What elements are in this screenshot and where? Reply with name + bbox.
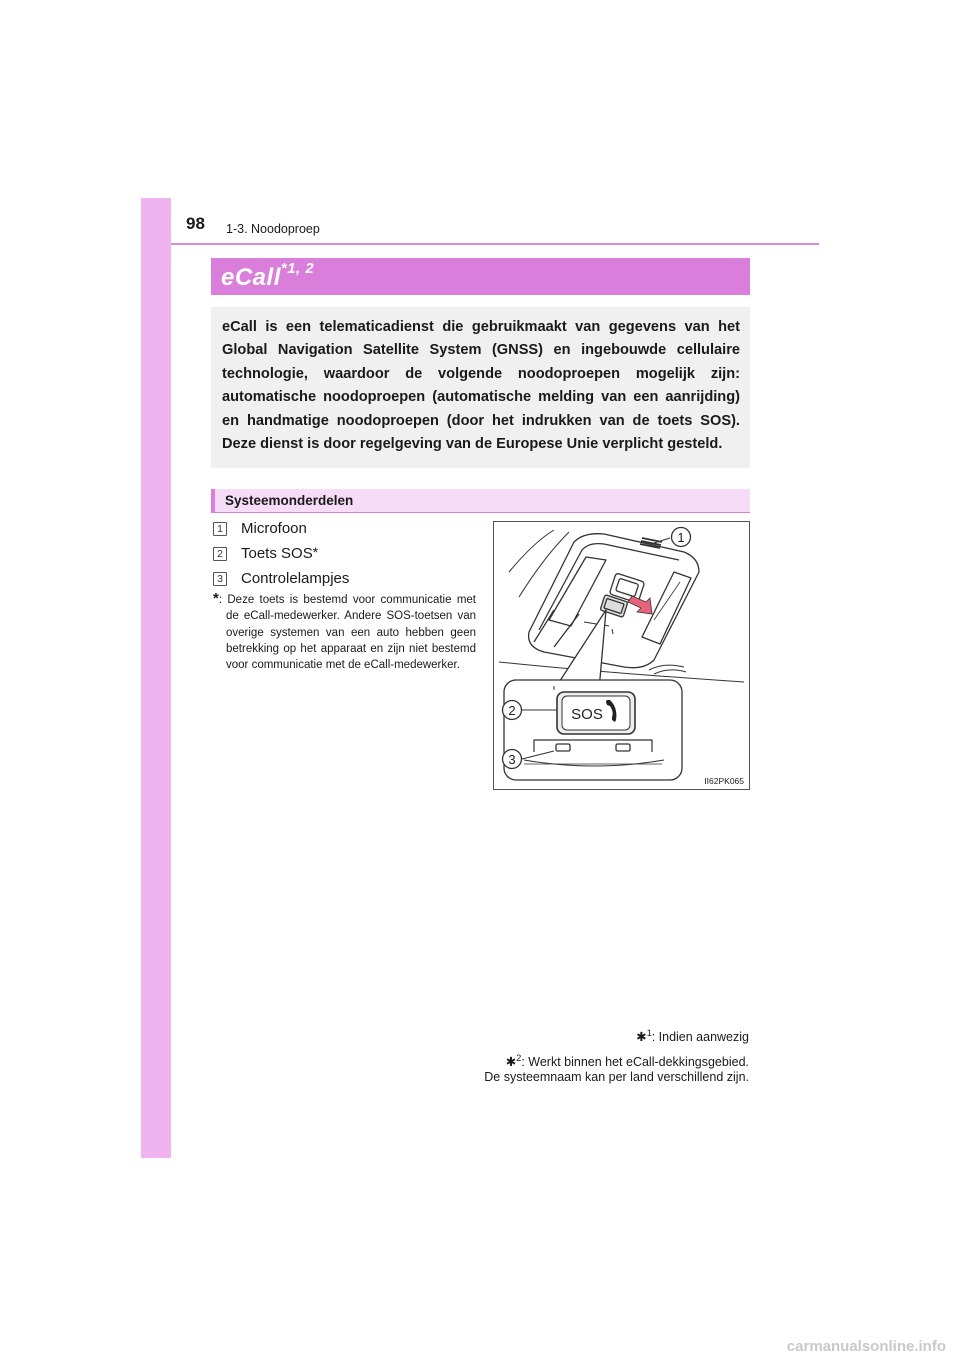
footnote-mark: ✱	[636, 1030, 647, 1045]
list-item-label: Controlelampjes	[241, 570, 350, 587]
watermark: carmanualsonline.info	[786, 1338, 946, 1355]
footnote-sup: 2	[516, 1053, 522, 1063]
chapter-title: 1-3. Noodoproep	[226, 222, 320, 236]
header-rule	[171, 243, 819, 245]
title-bar	[211, 258, 750, 295]
intro-box	[211, 307, 750, 468]
asterisk-mark: *	[312, 543, 319, 560]
asterisk-note	[213, 590, 476, 673]
footnote-2	[506, 1053, 749, 1069]
footnote-1	[636, 1028, 749, 1044]
callout-2: 2	[508, 703, 516, 718]
section-title: Systeemonderdelen	[225, 493, 354, 508]
callout-3: 3	[508, 752, 516, 767]
title-star: *	[280, 260, 288, 277]
title-main: eCall	[221, 264, 281, 291]
list-item	[213, 520, 307, 537]
list-item	[213, 570, 349, 587]
callout-1: 1	[677, 530, 685, 545]
press-arrow-icon	[628, 596, 652, 614]
intro-text: eCall is een telematicadienst die gebruikmaakt van gegevens van het Global Navigation Satellite System (GNSS) en ingebouwde cellulaire technologie, waardoor de volgende noodoproepen mogelijk zijn: automatische noodoproepen (automatische melding van een aanrijding) en handmatige noodoproepen (door het indrukken van de toets SOS). Deze dienst is door regelgeving van de Europese Unie verplicht gesteld.	[222, 319, 740, 453]
footnote-text: De systeemnaam kan per land verschillend zijn.	[484, 1070, 749, 1084]
page-title	[221, 260, 315, 292]
list-item-label: Toets SOS	[241, 545, 313, 562]
number-3-icon: 3	[213, 572, 227, 586]
page-number: 98	[186, 214, 205, 233]
number-1-icon: 1	[213, 522, 227, 536]
side-strip	[141, 198, 171, 1158]
footnote-sup: 1	[646, 1028, 652, 1038]
figure-code: II62PK065	[704, 776, 744, 786]
list-item-label: Microfoon	[241, 520, 307, 537]
title-superscript: 1, 2	[287, 260, 315, 277]
footnote-3	[484, 1070, 749, 1084]
footnote-text: : Werkt binnen het eCall-dekkingsgebied.	[521, 1055, 749, 1070]
note-text: : Deze toets is bestemd voor communicatie met de eCall-medewerker. Andere SOS-toetsen van overige systemen van een auto hebben geen betrekking op het apparaat en zijn niet bestemd voor communicatie met de eCall-medewerker.	[218, 594, 476, 672]
sos-button-label: SOS	[571, 706, 603, 723]
footnote-mark: ✱	[505, 1055, 517, 1070]
footnote-text: : Indien aanwezig	[651, 1030, 749, 1045]
section-bar	[211, 489, 750, 513]
sos-illustration	[493, 521, 750, 790]
overhead-console-drawing	[494, 522, 749, 789]
list-item	[213, 545, 318, 562]
number-2-icon: 2	[213, 547, 227, 561]
note-asterisk: *	[213, 590, 219, 607]
